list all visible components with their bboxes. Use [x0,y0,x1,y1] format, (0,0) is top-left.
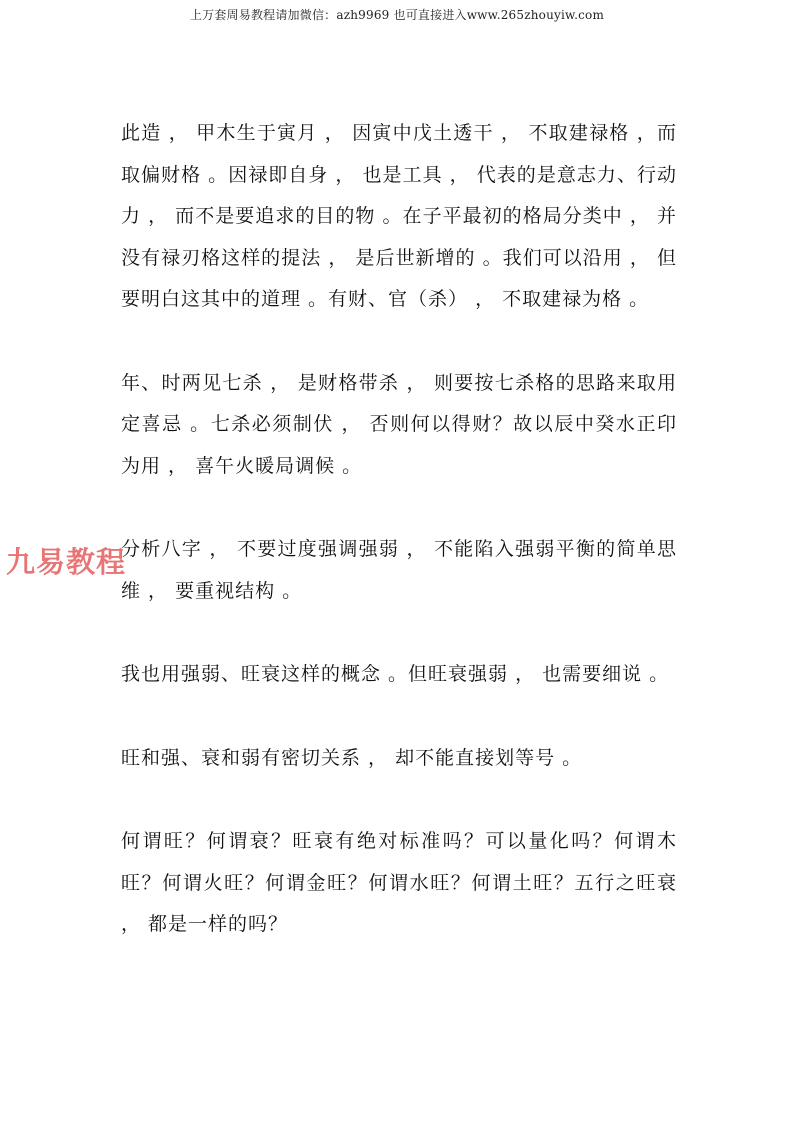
document-body [121,113,677,988]
paragraph: 旺和强、衰和弱有密切关系 ， 却不能直接划等号 。 [121,746,583,769]
page-header: 上万套周易教程请加微信：azh9969 也可直接进入www.265zhouyiw.com [189,8,605,22]
paragraph: 年、时两见七杀 ， 是财格带杀 ， 则要按七杀格的思路来取用定喜忌 。七杀必须制伏 ， 否则何以得财？故以辰中癸水正印为用 ， 喜午火暖局调候 。 [121,371,677,477]
paragraph: 此造 ， 甲木生于寅月 ， 因寅中戊土透干 ， 不取建禄格 ，而取偏财格 。因禄即自身 ， 也是工具 ， 代表的是意志力、行动力 ， 而不是要追求的目的物 。在子平最初的格局分类中 ， 并没有禄刃格这样的提法 ， 是后世新增的 。我们可以沿用 ， 但要明白这其中的道理 。有财、官（杀） ， 不取建禄为格 。 [121,122,677,310]
paragraph: 分析八字 ， 不要过度强调强弱 ， 不能陷入强弱平衡的简单思维 ， 要重视结构 。 [121,538,677,602]
paragraph: 何谓旺？何谓衰？旺衰有绝对标准吗？可以量化吗？何谓木旺？何谓火旺？何谓金旺？何谓水旺？何谓土旺？五行之旺衰 ， 都是一样的吗？ [121,830,677,935]
paragraph: 我也用强弱、旺衰这样的概念 。但旺衰强弱 ， 也需要细说 。 [121,663,670,685]
watermark-logo: 九易教程 [6,545,127,579]
